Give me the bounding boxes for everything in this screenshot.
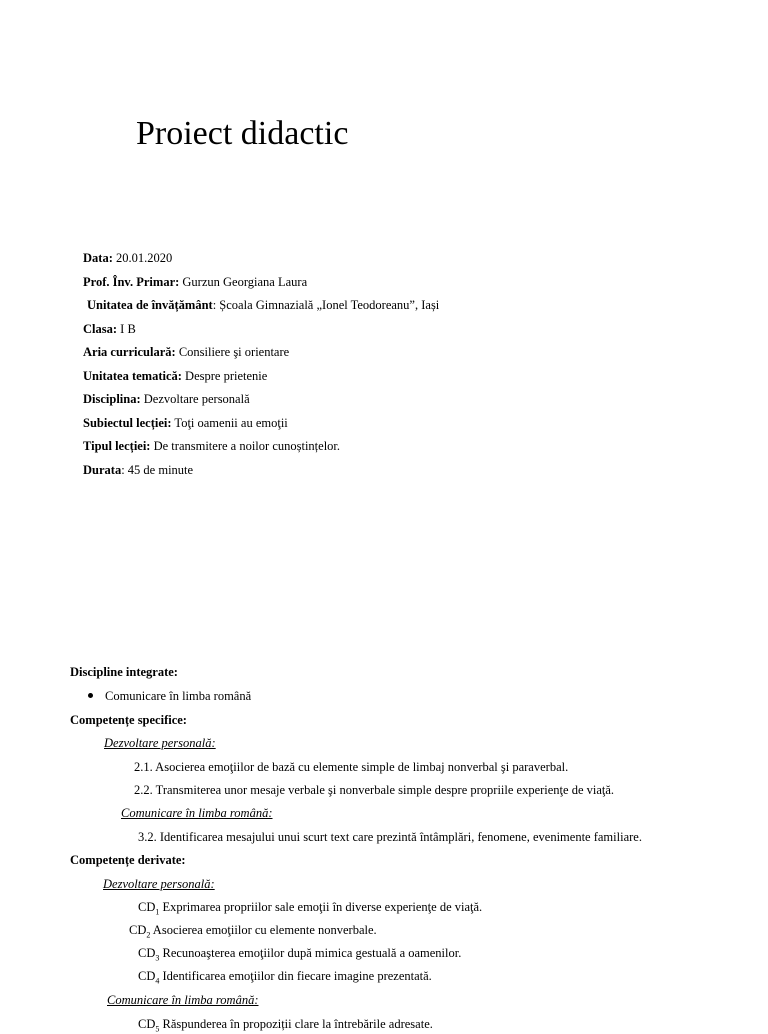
derived-code: CD xyxy=(138,1017,156,1031)
integrated-item: Comunicare în limba română xyxy=(105,689,252,703)
derived-code: CD xyxy=(129,923,147,937)
meta-curricular-area xyxy=(83,341,439,365)
meta-label: Tipul lecției: xyxy=(83,439,151,453)
meta-teacher xyxy=(83,271,439,295)
meta-class xyxy=(83,318,439,342)
meta-value: Toţi oamenii au emoţii xyxy=(171,415,288,430)
derived-item-partial xyxy=(138,1016,433,1032)
meta-label: Clasa: xyxy=(83,321,118,336)
meta-label: Disciplina: xyxy=(83,392,141,406)
derived-item xyxy=(129,922,377,938)
derived-item xyxy=(138,945,461,961)
meta-label: Aria curriculară: xyxy=(83,345,176,359)
meta-label: Data: xyxy=(83,251,113,265)
meta-lesson-type xyxy=(83,435,439,459)
meta-discipline xyxy=(83,388,439,412)
meta-label: Subiectul lecției: xyxy=(83,415,172,430)
derived-code-index: 3 xyxy=(155,953,160,963)
derived-item xyxy=(138,968,432,984)
specific-group-dp-title: Dezvoltare personală: xyxy=(104,736,216,750)
meta-label: Unitatea de învățământ xyxy=(87,298,213,312)
meta-duration xyxy=(83,459,439,483)
derived-text: Recunoaşterea emoţiilor după mimica gestuală a oamenilor. xyxy=(159,946,462,960)
derived-code-index: 1 xyxy=(155,907,160,917)
document-title: Proiect didactic xyxy=(136,115,349,152)
derived-code: CD xyxy=(138,969,156,983)
meta-label: Durata xyxy=(83,462,122,477)
meta-value: Dezvoltare personală xyxy=(140,392,250,406)
derived-group-dp-title: Dezvoltare personală: xyxy=(103,877,215,891)
derived-heading: Competențe derivate: xyxy=(70,853,186,867)
derived-item xyxy=(138,899,482,915)
meta-label: Unitatea tematică: xyxy=(83,368,182,383)
meta-subject xyxy=(83,412,439,436)
specific-item: 3.2. Identificarea mesajului unui scurt text care prezintă întâmplări, fenomene, evenimente familiare. xyxy=(138,830,642,844)
integrated-heading: Discipline integrate: xyxy=(70,665,178,679)
specific-heading: Competențe specifice: xyxy=(70,713,187,727)
meta-value: : 45 de minute xyxy=(121,462,194,477)
meta-thematic-unit xyxy=(83,365,439,389)
lesson-info-list xyxy=(83,247,439,482)
specific-item: 2.1. Asocierea emoţiilor de bază cu elemente simple de limbaj nonverbal şi paraverbal. xyxy=(134,760,569,774)
specific-item: 2.2. Transmiterea unor mesaje verbale şi nonverbale simple despre propriile experienţe de viaţă. xyxy=(134,783,615,797)
derived-code-index: 2 xyxy=(146,930,151,940)
derived-text: Exprimarea propriilor sale emoţii în diverse experienţe de viaţă. xyxy=(159,900,483,914)
meta-value: 20.01.2020 xyxy=(112,251,173,265)
meta-value: De transmitere a noilor cunoștințelor. xyxy=(150,439,341,453)
meta-value: I B xyxy=(117,321,136,336)
meta-value: : Școala Gimnazială „Ionel Teodoreanu”, Iași xyxy=(212,298,440,312)
derived-code-index: 5 xyxy=(155,1024,160,1034)
derived-code: CD xyxy=(138,900,156,914)
meta-value: Gurzun Georgiana Laura xyxy=(179,274,308,289)
derived-text: Asocierea emoţiilor cu elemente nonverbale. xyxy=(150,923,377,937)
meta-value: Consiliere şi orientare xyxy=(175,345,290,359)
specific-group-clr-title: Comunicare în limba română: xyxy=(121,806,273,820)
derived-group-clr-title: Comunicare în limba română: xyxy=(107,993,259,1007)
derived-text: Răspunderea în propoziții clare la întrebările adresate. xyxy=(159,1017,433,1031)
derived-code: CD xyxy=(138,946,156,960)
derived-text: Identificarea emoţiilor din fiecare imagine prezentată. xyxy=(159,969,432,983)
meta-value: Despre prietenie xyxy=(181,368,268,383)
bullet-icon xyxy=(88,693,93,698)
meta-school xyxy=(83,294,439,318)
meta-date xyxy=(83,247,439,271)
derived-code-index: 4 xyxy=(155,976,160,986)
meta-label: Prof. Înv. Primar: xyxy=(83,274,180,289)
